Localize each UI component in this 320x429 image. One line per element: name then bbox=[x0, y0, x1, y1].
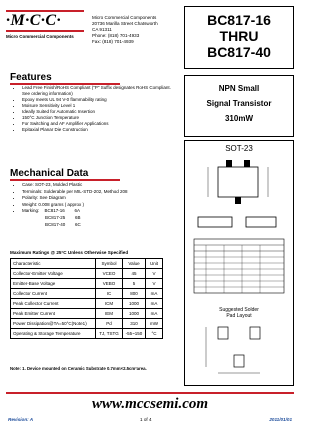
desc-type: NPN Small bbox=[218, 84, 260, 93]
feature-item: • Lead Free Finish/RoHS Compliant ("P" Suffix designates RoHS Compliant. See ordering information) bbox=[22, 85, 180, 97]
mechanical-rule bbox=[10, 179, 120, 181]
cell: 800 bbox=[123, 289, 146, 299]
cell: Peak Collector Current bbox=[11, 299, 96, 309]
feature-item: • Epitaxial Planar Die Construction bbox=[22, 127, 180, 133]
cell: mA bbox=[146, 309, 163, 319]
feature-item: • For Switching and AF Amplifier Applications bbox=[22, 121, 180, 127]
package-name: SOT-23 bbox=[225, 144, 253, 153]
desc-class: Signal Transistor bbox=[206, 99, 272, 108]
footer-rule bbox=[6, 392, 294, 394]
desc-power: 310mW bbox=[224, 114, 253, 123]
company-address bbox=[92, 15, 182, 45]
pin bbox=[235, 197, 241, 204]
marking-part: BC817-25 bbox=[45, 214, 66, 220]
cell: 5 bbox=[123, 279, 146, 289]
mechanical-list bbox=[12, 182, 182, 228]
table-row bbox=[11, 309, 163, 319]
description-box bbox=[184, 75, 294, 137]
cell: VEBO bbox=[96, 279, 123, 289]
cell: 1000 bbox=[123, 299, 146, 309]
mechanical-item: • Polarity: See Diagram bbox=[22, 195, 182, 202]
page-number: 1 of 4 bbox=[140, 417, 152, 422]
table-row bbox=[11, 269, 163, 279]
cell: 1000 bbox=[123, 309, 146, 319]
marking-item bbox=[22, 208, 182, 215]
mechanical-item: • Terminals: Solderable per MIL-STD-202, Method 208 bbox=[22, 189, 182, 196]
mcc-logo bbox=[6, 10, 86, 39]
logo-text: ·M·C·C· bbox=[6, 12, 62, 29]
features-header bbox=[10, 72, 180, 85]
cell: °C bbox=[146, 329, 163, 339]
package-box bbox=[184, 140, 294, 386]
company-street: 20736 Marilla Street Chatsworth bbox=[92, 21, 158, 26]
cell: 310 bbox=[123, 319, 146, 329]
col-unit: Unit bbox=[146, 259, 163, 269]
table-header-row bbox=[11, 259, 163, 269]
footnote: Note: 1. Device mounted on Ceramic Substrate 0.7mm×2.5cm²area. bbox=[10, 366, 147, 371]
cell: Collector-Emitter Voltage bbox=[11, 269, 96, 279]
footer bbox=[0, 392, 300, 429]
logo-subtitle: Micro Commercial Components bbox=[6, 34, 74, 39]
date: 2011/01/01 bbox=[269, 417, 292, 422]
pad bbox=[218, 327, 228, 339]
part-number-thru: THRU bbox=[219, 28, 259, 44]
end-view bbox=[246, 217, 276, 227]
ratings-title: Maximum Ratings @ 25°C Unless Otherwise Specified bbox=[10, 250, 129, 255]
package-body bbox=[218, 167, 258, 197]
pad bbox=[234, 355, 244, 367]
footer-url[interactable]: www.mccsemi.com bbox=[91, 396, 209, 412]
ratings-table-wrap bbox=[10, 258, 163, 339]
package-drawing bbox=[186, 157, 293, 307]
cell: 45 bbox=[123, 269, 146, 279]
cell: V bbox=[146, 269, 163, 279]
logo-bottom-rule bbox=[6, 30, 84, 32]
marking-part: BC817-40 bbox=[45, 221, 66, 227]
dimension-table bbox=[194, 239, 284, 293]
footer-meta bbox=[0, 417, 300, 429]
part-number-box bbox=[184, 6, 294, 69]
mechanical-heading: Mechanical Data bbox=[10, 168, 89, 179]
cell: mA bbox=[146, 289, 163, 299]
cell: Operating & Storage Temperature bbox=[11, 329, 96, 339]
cell: VCEO bbox=[96, 269, 123, 279]
feature-item: • Ideally Suited for Automatic Insertion bbox=[22, 109, 180, 115]
features-heading: Features bbox=[10, 72, 52, 83]
table-row bbox=[11, 329, 163, 339]
cell: Pd bbox=[96, 319, 123, 329]
col-characteristic: Characteristic bbox=[11, 259, 96, 269]
side-view bbox=[198, 217, 232, 227]
marking-label: Marking: bbox=[22, 208, 40, 214]
revision: Revision: A bbox=[8, 417, 34, 422]
marking-code: 6B bbox=[75, 214, 81, 220]
ratings-table bbox=[10, 258, 163, 339]
company-city: CA 91311 bbox=[92, 27, 112, 32]
table-row bbox=[11, 279, 163, 289]
marking-part: BC817-16 bbox=[44, 208, 65, 214]
pin bbox=[244, 160, 250, 167]
part-number-2: BC817-40 bbox=[207, 44, 271, 60]
company-fax: Fax: (818) 701-4939 bbox=[92, 39, 134, 44]
cell: -55~150 bbox=[123, 329, 146, 339]
table-row bbox=[11, 299, 163, 309]
feature-item: • Moisure Sensitivity Level 1 bbox=[22, 103, 180, 109]
table-row bbox=[11, 319, 163, 329]
marking-code: 6A bbox=[74, 208, 81, 214]
company-phone: Phone: (818) 701-4933 bbox=[92, 33, 140, 38]
cell: mW bbox=[146, 319, 163, 329]
cell: Power Dissipation@TA=50°C(Note1) bbox=[11, 319, 96, 329]
cell: mA bbox=[146, 299, 163, 309]
cell: IEM bbox=[96, 309, 123, 319]
cell: Peak Emitter Current bbox=[11, 309, 96, 319]
part-number-1: BC817-16 bbox=[207, 12, 271, 28]
mechanical-item: • Case: SOT-23, Molded Plastic bbox=[22, 182, 182, 189]
table-row bbox=[11, 289, 163, 299]
marking-row bbox=[12, 222, 182, 229]
cell: ICM bbox=[96, 299, 123, 309]
cell: Collector Current bbox=[11, 289, 96, 299]
cell: V bbox=[146, 279, 163, 289]
company-name: Micro Commercial Components bbox=[92, 15, 157, 20]
pin bbox=[226, 160, 232, 167]
feature-item: • 150°C Junction Temperature bbox=[22, 115, 180, 121]
col-value: Value bbox=[123, 259, 146, 269]
solder-pad-drawing bbox=[186, 321, 293, 379]
cell: IC bbox=[96, 289, 123, 299]
pad bbox=[250, 327, 260, 339]
marking-row bbox=[12, 215, 182, 222]
marking-code: 6C bbox=[75, 221, 81, 227]
features-list bbox=[12, 85, 180, 133]
mechanical-item: • Weight: 0.008 grams ( approx ) bbox=[22, 202, 182, 209]
cell: TJ, TSTG bbox=[96, 329, 123, 339]
mechanical-header bbox=[10, 168, 180, 181]
solder-layout-label: Suggested Solder Pad Layout bbox=[219, 307, 259, 319]
col-symbol: Symbol bbox=[96, 259, 123, 269]
cell: Emitter-Base Voltage bbox=[11, 279, 96, 289]
feature-item: • Epoxy meets UL 94 V-0 flammability rating bbox=[22, 97, 180, 103]
